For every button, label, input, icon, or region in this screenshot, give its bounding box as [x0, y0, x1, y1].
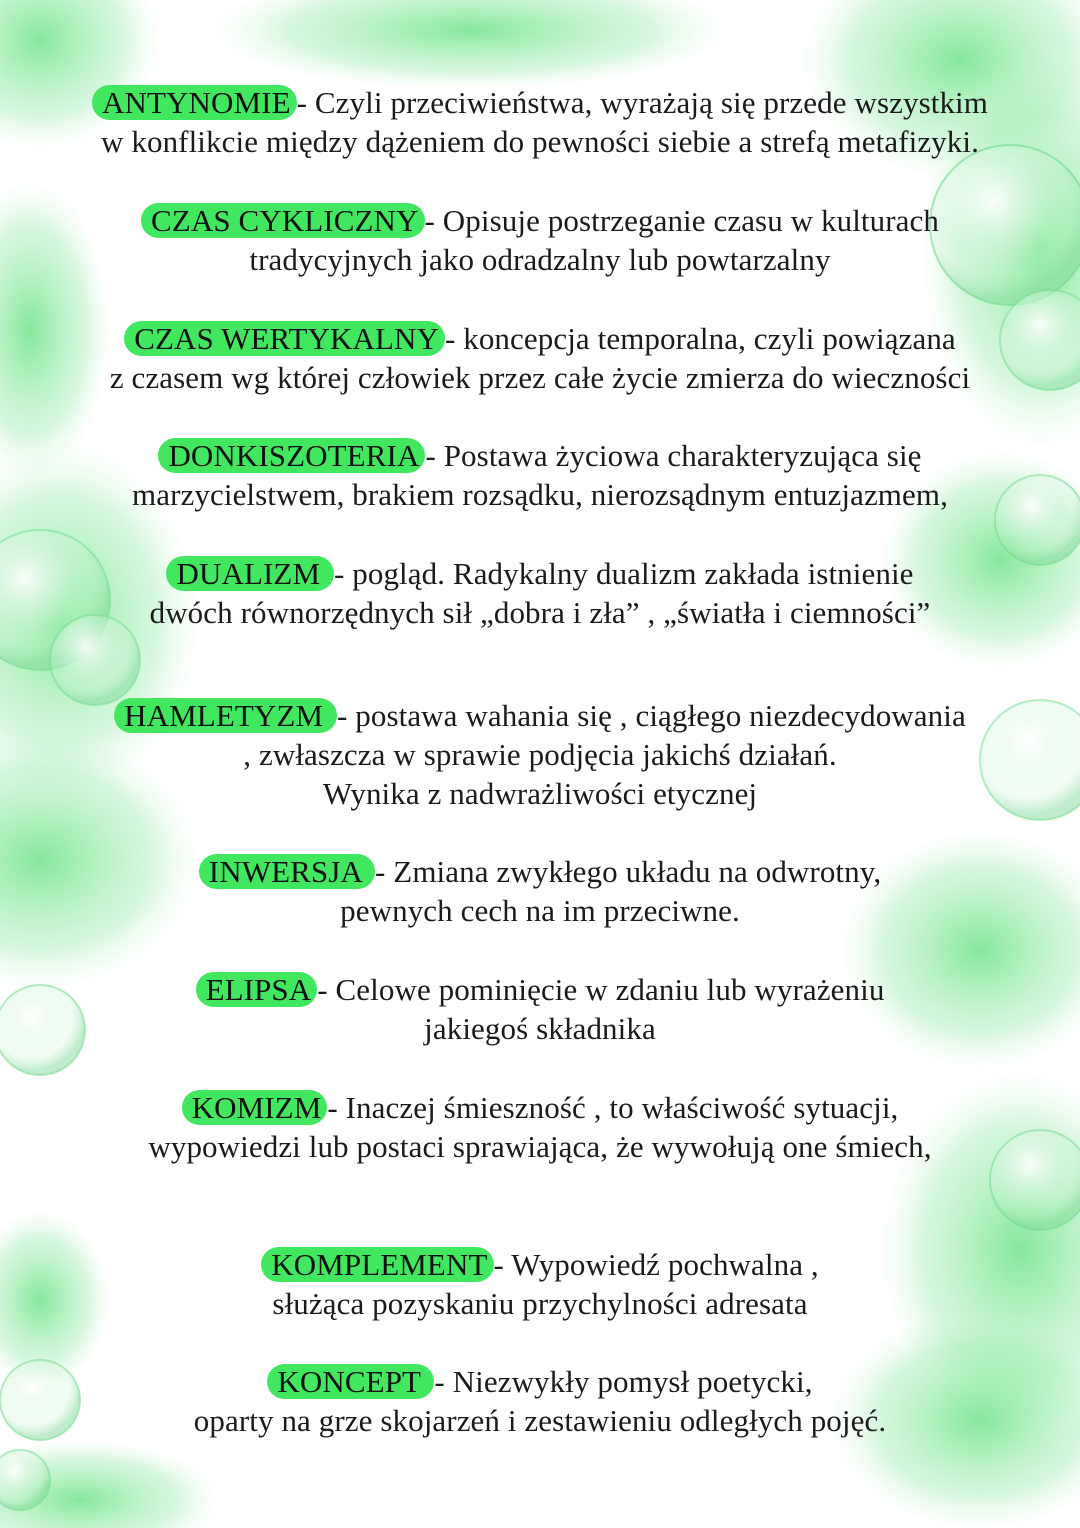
definition-line — [0, 1088, 1080, 1127]
definition-line: marzycielstwem, brakiem rozsądku, nierozsądnym entuzjazmem, — [132, 477, 948, 512]
definition-komplement — [0, 1245, 1080, 1323]
definition-line — [0, 696, 1080, 735]
definition-text: - Opisuje postrzeganie czasu w kulturach — [424, 203, 939, 238]
definition-donkiszoteria — [0, 436, 1080, 514]
definition-inwersja — [0, 852, 1080, 930]
definition-czas-wertykalny — [0, 319, 1080, 397]
definition-line: Wynika z nadwrażliwości etycznej — [322, 776, 758, 811]
term-highlight: DONKISZOTERIA — [158, 438, 425, 473]
definition-line — [0, 436, 1080, 475]
definition-line: tradycyjnych jako odradzalny lub powtarzalny — [249, 242, 831, 277]
definition-line: , zwłaszcza w sprawie podjęcia jakichś działań. — [243, 737, 837, 772]
term-highlight: ANTYNOMIE — [92, 85, 297, 120]
term-highlight: KOMPLEMENT — [261, 1247, 493, 1282]
definition-line: oparty na grze skojarzeń i zestawieniu odległych pojęć. — [193, 1403, 887, 1438]
definition-text: - Postawa życiowa charakteryzująca się — [425, 438, 922, 473]
definition-dualizm — [0, 554, 1080, 632]
definition-antynomie — [0, 83, 1080, 161]
definition-komizm — [0, 1088, 1080, 1166]
term-highlight: INWERSJA — [199, 854, 375, 889]
definition-line: jakiegoś składnika — [424, 1011, 656, 1046]
term-highlight: ELIPSA — [196, 972, 318, 1007]
term-highlight: CZAS WERTYKALNY — [124, 321, 445, 356]
definition-line — [0, 1362, 1080, 1401]
definition-line: w konflikcie między dążeniem do pewności siebie a strefą metafizyki. — [101, 124, 979, 159]
definition-line: wypowiedzi lub postaci sprawiająca, że wywołują one śmiech, — [148, 1129, 932, 1164]
definition-hamletyzm — [0, 696, 1080, 813]
definition-line — [0, 201, 1080, 240]
definition-text: - Czyli przeciwieństwa, wyrażają się przede wszystkim — [296, 85, 988, 120]
term-highlight: KOMIZM — [182, 1090, 328, 1125]
definition-line: pewnych cech na im przeciwne. — [340, 893, 740, 928]
definition-line — [0, 83, 1080, 122]
definition-line: służąca pozyskaniu przychylności adresata — [272, 1286, 808, 1321]
definition-czas-cykliczny — [0, 201, 1080, 279]
definition-koncept — [0, 1362, 1080, 1440]
term-highlight: KONCEPT — [267, 1364, 434, 1399]
definition-text: - Niezwykły pomysł poetycki, — [434, 1364, 813, 1399]
definition-text: - Inaczej śmieszność , to właściwość sytuacji, — [327, 1090, 899, 1125]
definition-line — [0, 554, 1080, 593]
definition-line: z czasem wg której człowiek przez całe życie zmierza do wieczności — [109, 360, 971, 395]
definition-text: - postawa wahania się , ciągłego niezdecydowania — [336, 698, 966, 733]
definition-line — [0, 319, 1080, 358]
definition-line — [0, 1245, 1080, 1284]
definition-elipsa — [0, 970, 1080, 1048]
definition-text: - pogląd. Radykalny dualizm zakłada istnienie — [333, 556, 914, 591]
term-highlight: DUALIZM — [166, 556, 333, 591]
definition-text: - Celowe pominięcie w zdaniu lub wyrażeniu — [317, 972, 885, 1007]
definition-text: - Zmiana zwykłego układu na odwrotny, — [375, 854, 882, 889]
definition-text: - Wypowiedź pochwalna , — [493, 1247, 819, 1282]
term-highlight: HAMLETYZM — [114, 698, 337, 733]
definition-line — [0, 970, 1080, 1009]
definition-line: dwóch równorzędnych sił „dobra i zła” , „światła i ciemności” — [149, 595, 931, 630]
definition-line — [0, 852, 1080, 891]
term-highlight: CZAS CYKLICZNY — [141, 203, 425, 238]
definition-text: - koncepcja temporalna, czyli powiązana — [444, 321, 956, 356]
